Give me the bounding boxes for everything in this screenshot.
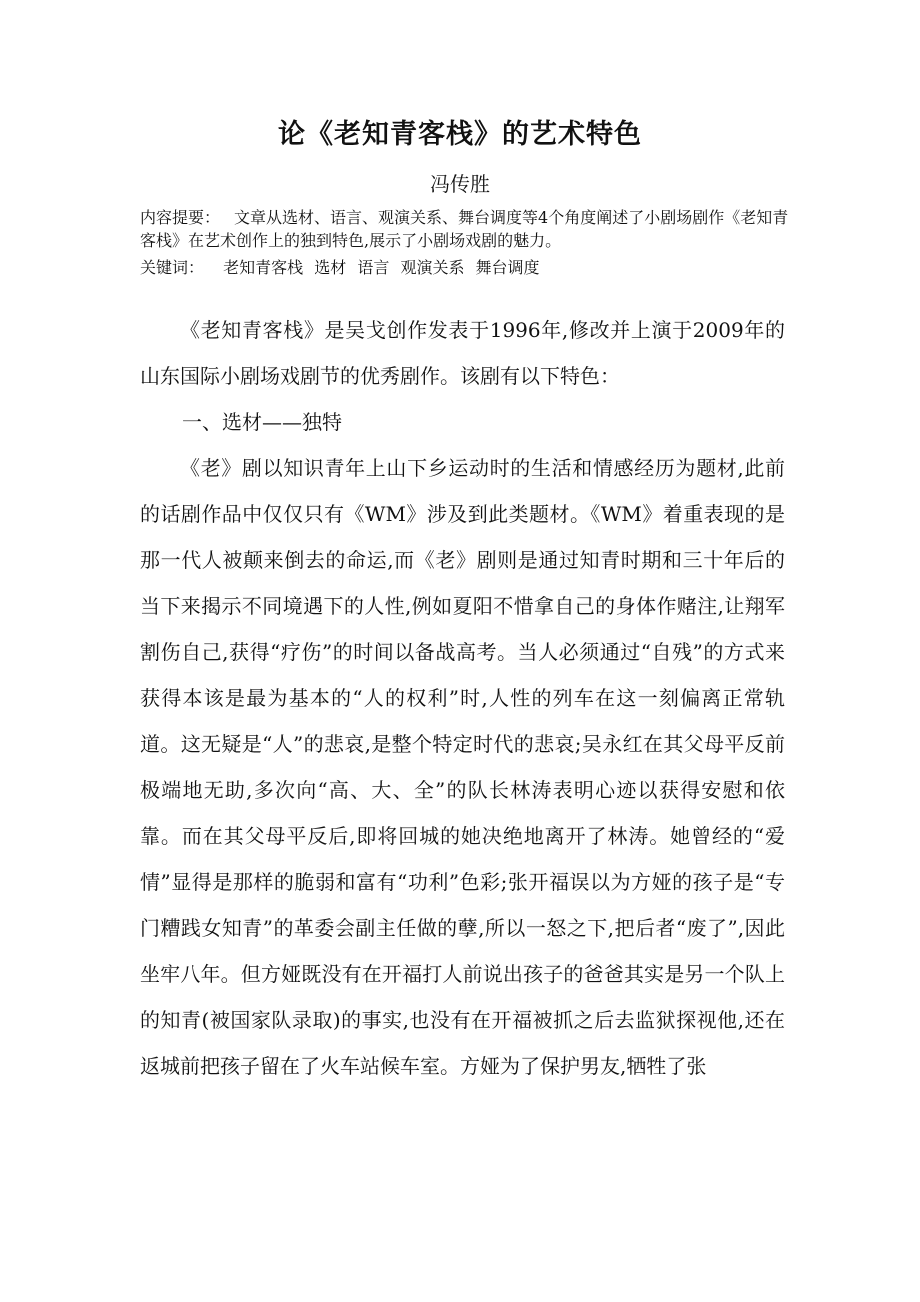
section-heading: 一、选材——独特 bbox=[182, 410, 342, 434]
keywords bbox=[140, 256, 790, 279]
keyword: 选材 bbox=[314, 258, 347, 277]
keyword: 老知青客栈 bbox=[223, 258, 304, 277]
author-name: 冯传胜 bbox=[430, 172, 490, 196]
body-text bbox=[140, 307, 785, 1089]
page-title: 论《老知青客栈》的艺术特色 bbox=[278, 119, 642, 150]
body-paragraph-intro: 《老知青客栈》是吴戈创作发表于1996年,修改并上演于2009年的山东国际小剧场戏剧节的优秀剧作。该剧有以下特色： bbox=[140, 318, 785, 388]
keyword: 语言 bbox=[357, 258, 390, 277]
keyword: 舞台调度 bbox=[475, 258, 540, 277]
abstract-label: 内容提要： bbox=[140, 208, 221, 227]
abstract-text: 文章从选材、语言、观演关系、舞台调度等4个角度阐述了小剧场剧作《老知青客栈》在艺术创作上的独到特色,展示了小剧场戏剧的魅力。 bbox=[140, 208, 789, 250]
keywords-label: 关键词： bbox=[140, 258, 205, 277]
body-paragraph: 《老》剧以知识青年上山下乡运动时的生活和情感经历为题材,此前的话剧作品中仅仅只有《WM》涉及到此类题材。《WM》着重表现的是那一代人被颠来倒去的命运,而《老》剧则是通过知青时期和三十年后的当下来揭示不同境遇下的人性,例如夏阳不惜拿自己的身体作赌注,让翔军割伤自己,获得“疗伤”的时间以备战高考。当人必须通过“自残”的方式来获得本该是最为基本的“人的权利”时,人性的列车在这一刻偏离正常轨道。这无疑是“人”的悲哀,是整个特定时代的悲哀;吴永红在其父母平反前极端地无助,多次向“高、大、全”的队长林涛表明心迹以获得安慰和依靠。而在其父母平反后,即将回城的她决绝地离开了林涛。她曾经的“爱情”显得是那样的脆弱和富有“功利”色彩;张开福误以为方娅的孩子是“专门糟践女知青”的革委会副主任做的孽,所以一怒之下,把后者“废了”,因此坐牢八年。但方娅既没有在开福打人前说出孩子的爸爸其实是另一个队上的知青(被国家队录取)的事实,也没有在开福被抓之后去监狱探视他,还在返城前把孩子留在了火车站候车室。方娅为了保护男友,牺牲了张 bbox=[140, 456, 785, 1078]
keyword: 观演关系 bbox=[400, 258, 465, 277]
abstract bbox=[140, 206, 790, 252]
